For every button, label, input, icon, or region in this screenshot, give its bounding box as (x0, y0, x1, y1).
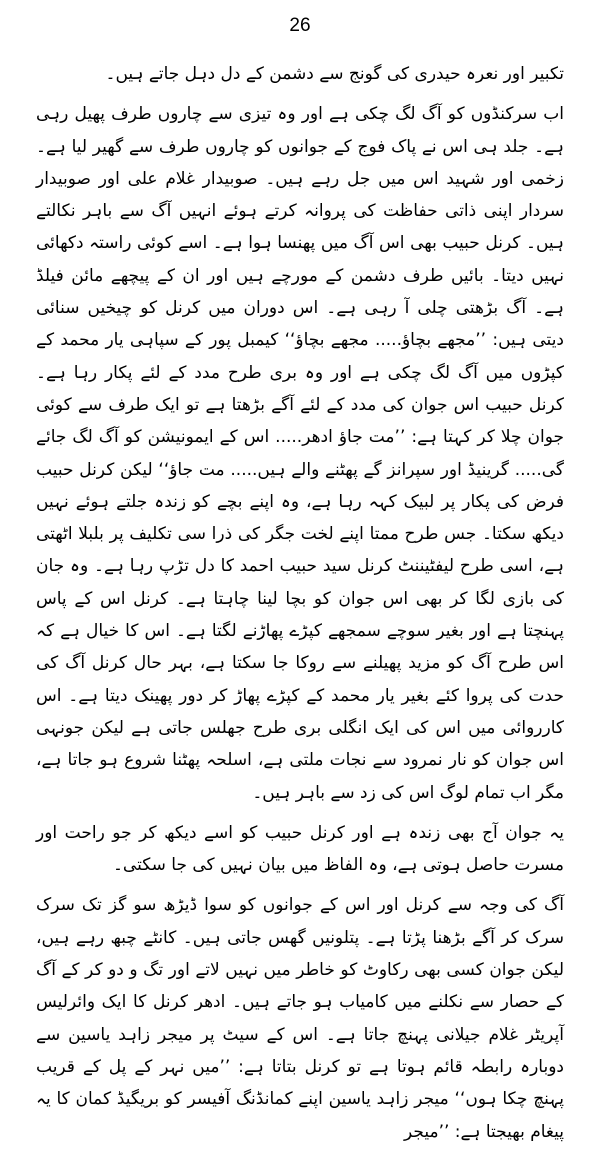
paragraph-4: آگ کی وجہ سے کرنل اور اس کے جوانوں کو سوا ڈیڑھ سو گز تک سرک سرک کر آگے بڑھنا پڑتا ہے۔ پتلونیں گھس جاتی ہیں۔ کانٹے چبھ رہے ہیں، لیکن جوان کسی بھی رکاوٹ کو خاطر میں نہیں لاتے اور تگ و دو کر کے آگ کے حصار سے نکلنے میں کامیاب ہو جاتے ہیں۔ ادھر کرنل کا ایک وائرلیس آپریٹر غلام جیلانی پہنچ جاتا ہے۔ اس کے سیٹ پر میجر زاہد یاسین سے دوبارہ رابطہ قائم ہوتا ہے تو کرنل بتاتا ہے: ’’میں نہر کے پل کے قریب پہنچ چکا ہوں‘‘ میجر زاہد یاسین اپنے کمانڈنگ آفیسر کو بریگیڈ کمان کا یہ پیغام بھیجتا ہے: ’’میجر (36, 895, 564, 1142)
paragraph-2: اب سرکنڈوں کو آگ لگ چکی ہے اور وہ تیزی سے چاروں طرف پھیل رہی ہے۔ جلد ہی اس نے پاک فوج کے جوانوں کو چاروں طرف سے گھیر لیا ہے۔ زخمی اور شہید اس میں جل رہے ہیں۔ صوبیدار غلام علی اور صوبیدار سردار اپنی ذاتی حفاظت کی پروانہ کرتے ہوئے انہیں آگ سے باہر نکالتے ہیں۔ کرنل حبیب بھی اس آگ میں پھنسا ہوا ہے۔ اسے کوئی راستہ دکھائی نہیں دیتا۔ بائیں طرف دشمن کے مورچے ہیں اور ان کے پیچھے مائن فیلڈ ہے۔ آگ بڑھتی چلی آ رہی ہے۔ اس دوران میں کرنل کو چیخیں سنائی دیتی ہیں: ’’مجھے بچاؤ..... مجھے بچاؤ‘‘ کیمبل پور کے سپاہی یار محمد کے کپڑوں میں آگ لگ چکی ہے اور وہ بری طرح مدد کے لئے پکار رہا ہے۔ کرنل حبیب اس جوان کی مدد کے لئے آگے بڑھتا ہے تو ایک طرف سے کوئی جوان چلا کر کہتا ہے: ’’مت جاؤ ادھر..... اس کے ایمونیشن کو آگ لگ جائے گی..... گرینیڈ اور سپرانز گے پھٹنے والے ہیں..... مت جاؤ‘‘ لیکن کرنل حبیب فرض کی پکار پر لبیک کہہ رہا ہے، وہ اپنے بچے کو زندہ جلتے ہوئے نہیں دیکھ سکتا۔ جس طرح ممتا اپنے لخت جگر کی ذرا سی تکلیف پر بلبلا اٹھتی ہے، اسی طرح لیفٹیننٹ کرنل سید حبیب احمد کا دل تڑپ رہا ہے۔ وہ جان کی بازی لگا کر بھی اس جوان کو بچا لینا چاہتا ہے۔ کرنل اس کے پاس پہنچتا ہے اور بغیر سوچے سمجھے کپڑے پھاڑنے لگتا ہے۔ اس کا خیال ہے کہ اس طرح آگ کو مزید پھیلنے سے روکا جا سکتا ہے، بہر حال کرنل آگ کی حدت کی پروا کئے بغیر یار محمد کے کپڑے پھاڑ کر دور پھینک دیتا ہے۔ اس کارروائی میں اس کی ایک انگلی بری طرح جھلس جاتی ہے لیکن جونہی اس جوان کو نار نمرود سے نجات ملتی ہے، اسلحہ پھٹنا شروع ہو جاتا ہے، مگر اب تمام لوگ اس کی زد سے باہر ہیں۔ (36, 104, 564, 803)
paragraph-1: تکبیر اور نعرہ حیدری کی گونج سے دشمن کے دل دہل جاتے ہیں۔ (105, 64, 564, 84)
paragraph-3: یہ جوان آج بھی زندہ ہے اور کرنل حبیب کو اسے دیکھ کر جو راحت اور مسرت حاصل ہوتی ہے، وہ الفاظ میں بیان نہیں کی جا سکتی۔ (36, 822, 564, 876)
page-body (36, 58, 564, 1156)
page-number: 26 (289, 15, 311, 36)
